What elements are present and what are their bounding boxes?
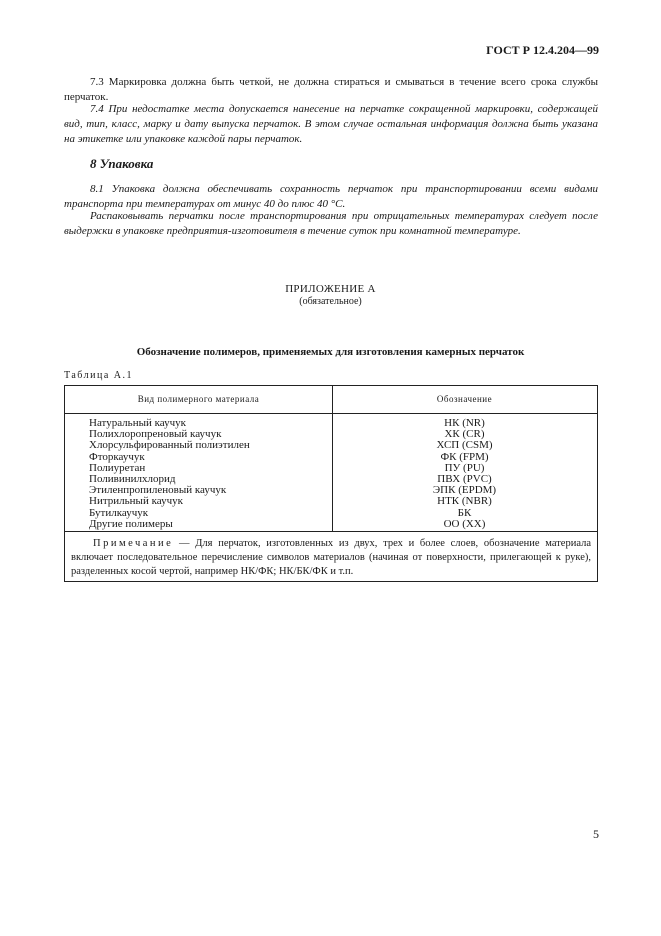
designation-cell: ПУ (PU) [444,461,485,474]
table-row [65,519,597,530]
table-label: Таблица А.1 [64,370,133,381]
document-code-header: ГОСТ Р 12.4.204—99 [486,43,599,57]
column-header-designation: Обозначение [436,394,493,404]
table-header-row [65,386,597,414]
designation-cell: ОО (XX) [443,517,486,530]
paragraph-8-1: 8.1 Упаковка должна обеспечивать сохранность перчаток при транспортировании всеми видами транспорта при температурах от минус 40 до плюс 40 °С. [64,183,598,210]
table-row [65,440,597,451]
designation-cell: БК [457,506,472,519]
note-separator [65,531,597,532]
designation-cell: НК (NR) [444,417,485,429]
column-header-material: Вид полимерного материала [137,394,260,404]
note-text: — Для перчаток, изготовленных из двух, трех и более слоев, обозначение материала включает последовательное перечисление символов материалов (начиная от поверхности, прилегающей к руке), разделенных косой чертой, например НК/ФК; НК/БК/ФК и т.п. [71,538,591,577]
designation-cell: ХСП (CSM) [436,439,493,452]
polymer-table [64,385,598,582]
material-cell: Натуральный каучук [89,417,186,429]
designation-cell: ПВХ (PVC) [437,472,492,485]
paragraph-7-3: 7.3 Маркировка должна быть четкой, не должна стираться и смываться в течение всего срока службы перчаток. [64,76,598,103]
page-number: 5 [593,827,599,841]
paragraph-8-unpacking: Распаковывать перчатки после транспортирования при отрицательных температурах следует после выдержки в упаковке предприятия-изготовителя в течение суток при комнатной температуре. [64,210,598,237]
material-cell: Бутилкаучук [89,506,149,519]
note-label: Примечание [93,538,174,549]
designation-cell: НТК (NBR) [437,495,492,508]
table-row [65,496,597,507]
material-cell: Фторкаучук [89,450,145,463]
table-row [65,508,597,519]
material-cell: Полиуретан [89,461,146,474]
material-cell: Поливинилхлорид [89,472,176,485]
paragraph-7-4: 7.4 При недостатке места допускается нанесение на перчатке сокращенной маркировки, содержащей вид, тип, класс, марку и дату выпуска перчаток. В этом случае остальная информация должна быть указана на этикетке или упаковке каждой пары перчаток. [64,103,598,145]
annex-title: ПРИЛОЖЕНИЕ А [285,283,376,295]
designation-cell: ХК (CR) [444,428,485,441]
table-body [65,418,597,530]
designation-cell: ФК (FPM) [440,450,489,463]
annex-subtitle: (обязательное) [299,296,362,307]
table-heading: Обозначение полимеров, применяемых для изготовления камерных перчаток [136,346,525,358]
designation-cell: ЭПК (EPDM) [432,484,497,497]
section-title-packaging: 8 Упаковка [90,156,154,171]
material-cell: Полихлоропреновый каучук [89,428,222,441]
table-note [71,537,591,579]
material-cell: Другие полимеры [89,517,173,530]
material-cell: Этиленпропиленовый каучук [89,484,227,497]
material-cell: Нитрильный каучук [89,495,183,508]
material-cell: Хлорсульфированный полиэтилен [89,439,250,452]
